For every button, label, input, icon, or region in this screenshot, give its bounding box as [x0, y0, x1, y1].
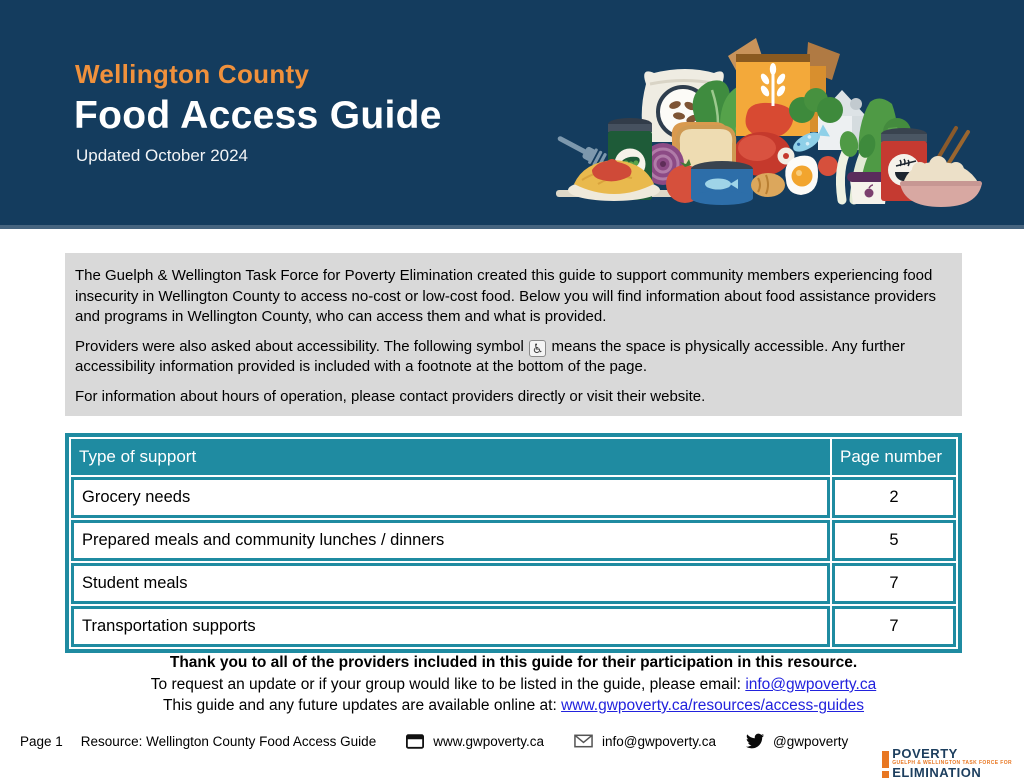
table-row [71, 606, 956, 647]
website-contact [406, 734, 544, 749]
email-link[interactable]: info@gwpoverty.ca [745, 676, 877, 693]
poverty-elimination-logo [882, 748, 1012, 779]
toc-row-page: 7 [832, 606, 956, 647]
website-text: www.gwpoverty.ca [433, 733, 544, 749]
email-contact [574, 734, 716, 749]
twitter-contact [746, 732, 848, 750]
twitter-bird-icon [746, 732, 764, 750]
footer-bar [20, 729, 920, 753]
food-illustration [552, 32, 1012, 222]
browser-window-icon [406, 734, 424, 749]
logo-line-elimination: ELIMINATION [892, 765, 982, 780]
intro-box [65, 253, 962, 416]
toc-row-page: 5 [832, 520, 956, 561]
wheelchair-accessibility-icon: ♿ [529, 340, 547, 357]
table-row [71, 520, 956, 561]
toc-row-label: Grocery needs [71, 477, 830, 518]
resource-label: Resource: Wellington County Food Access Guide [80, 733, 377, 749]
email-text: info@gwpoverty.ca [602, 733, 717, 749]
toc-row-page: 2 [832, 477, 956, 518]
page-number-label: Page 1 [20, 733, 63, 749]
intro-paragraph-1: The Guelph & Wellington Task Force for Poverty Elimination created this guide to support community members experiencing food insecurity in Wellington County to access no-cost or low-cost food. Below you will find information about food assistance providers and programs in Wellington County, who can access them and what is provided. [75, 267, 936, 325]
table-row [71, 563, 956, 604]
logo-line-poverty: POVERTY [892, 746, 958, 761]
updated-date: Updated October 2024 [76, 146, 249, 165]
toc-row-page: 7 [832, 563, 956, 604]
online-guide-line: This guide and any future updates are available online at: www.gwpoverty.ca/resources/access-guides [162, 697, 865, 714]
toc-header-page: Page number [832, 439, 956, 475]
exclamation-mark-icon [882, 748, 889, 779]
toc-row-label: Transportation supports [71, 606, 830, 647]
toc-header-type: Type of support [71, 439, 830, 475]
toc-row-label: Student meals [71, 563, 830, 604]
intro-paragraph-2: Providers were also asked about accessibility. The following symbol ♿ means the space is physically accessible. Any further accessibility information provided is included with a footnote at the bottom of the page. [75, 337, 905, 375]
table-row [71, 477, 956, 518]
thanks-block [65, 652, 962, 716]
envelope-icon [574, 734, 593, 748]
toc-table [65, 433, 962, 653]
toc-header-row [71, 439, 956, 475]
access-guides-link[interactable]: www.gwpoverty.ca/resources/access-guides [561, 697, 865, 714]
header-banner [0, 0, 1024, 229]
banner-eyebrow: Wellington County [75, 59, 310, 89]
page-title: Food Access Guide [74, 94, 442, 137]
toc-row-label: Prepared meals and community lunches / dinners [71, 520, 830, 561]
intro-paragraph-3: For information about hours of operation, please contact providers directly or visit their website. [75, 387, 706, 405]
twitter-handle-text: @gwpoverty [773, 733, 849, 749]
logo-line-taskforce: GUELPH & WELLINGTON TASK FORCE FOR [892, 760, 1012, 766]
update-request-line: To request an update or if your group would like to be listed in the guide, please email: info@gwpoverty.ca [150, 676, 877, 693]
thanks-line: Thank you to all of the providers included in this guide for their participation in this resource. [169, 654, 858, 671]
